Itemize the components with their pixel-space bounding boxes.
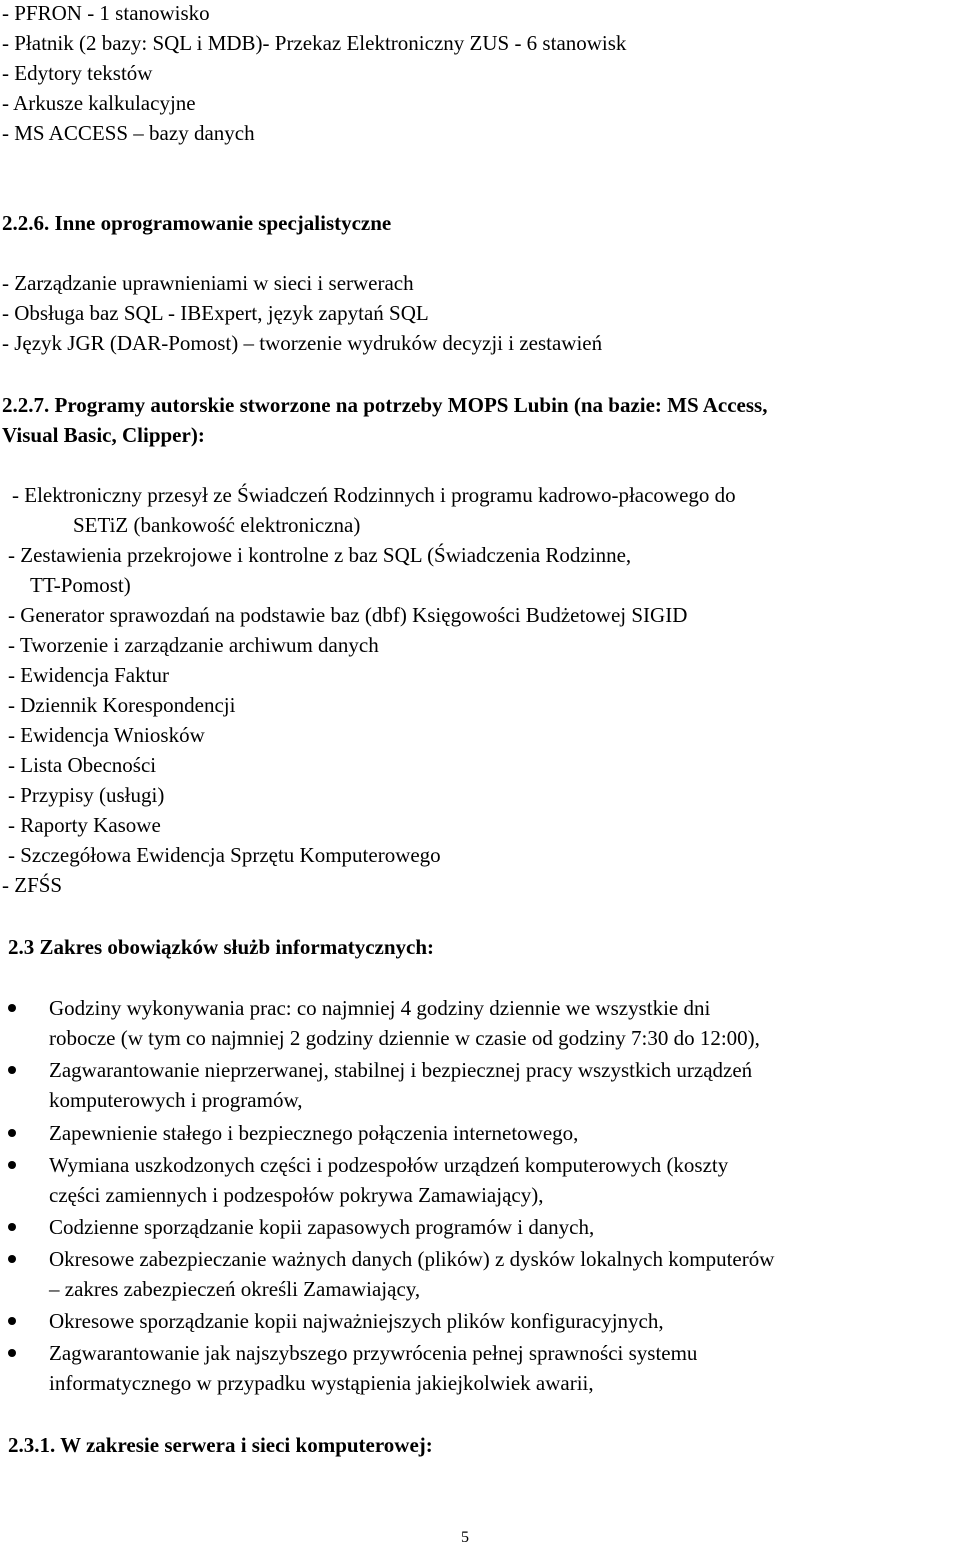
bullet-text: Okresowe sporządzanie kopii najważniejszych plików konfiguracyjnych,: [49, 1309, 664, 1333]
page-number: 5: [461, 1529, 469, 1546]
bullet-text: Okresowe zabezpieczanie ważnych danych (plików) z dysków lokalnych komputerów: [49, 1247, 775, 1271]
bullet-icon: [8, 1066, 16, 1074]
bullet-text-cont: – zakres zabezpieczeń określi Zamawiający,: [49, 1277, 421, 1301]
section-heading-227: 2.2.7. Programy autorskie stworzone na potrzeby MOPS Lubin (na bazie: MS Access,: [2, 393, 768, 417]
bullet-icon: [8, 1223, 16, 1231]
bullet-text-cont: robocze (w tym co najmniej 2 godziny dziennie w czasie od godziny 7:30 do 12:00),: [49, 1026, 760, 1050]
bullet-icon: [8, 1129, 16, 1137]
section-heading-23: 2.3 Zakres obowiązków służb informatycznych:: [8, 935, 435, 959]
list-item: - Szczegółowa Ewidencja Sprzętu Komputerowego: [8, 843, 441, 867]
bullet-text-cont: komputerowych i programów,: [49, 1088, 303, 1112]
list-item: - Tworzenie i zarządzanie archiwum danych: [8, 633, 379, 657]
list-item: - Zarządzanie uprawnieniami w sieci i serwerach: [2, 271, 414, 295]
bullet-text: Codzienne sporządzanie kopii zapasowych programów i danych,: [49, 1215, 595, 1239]
list-item: - Raporty Kasowe: [8, 813, 161, 837]
list-item: - Elektroniczny przesył ze Świadczeń Rodzinnych i programu kadrowo-płacowego do: [12, 483, 736, 507]
bullet-text-cont: informatycznego w przypadku wystąpienia jakiejkolwiek awarii,: [49, 1371, 594, 1395]
bullet-icon: [8, 1161, 16, 1169]
bullet-text: Godziny wykonywania prac: co najmniej 4 godziny dziennie we wszystkie dni: [49, 996, 711, 1020]
list-item: - Generator sprawozdań na podstawie baz (dbf) Księgowości Budżetowej SIGID: [8, 603, 688, 627]
list-item: - Płatnik (2 bazy: SQL i MDB)- Przekaz Elektroniczny ZUS - 6 stanowisk: [2, 31, 627, 55]
section-heading-231: 2.3.1. W zakresie serwera i sieci komputerowej:: [8, 1433, 433, 1457]
list-item: - Dziennik Korespondencji: [8, 693, 236, 717]
bullet-text: Zagwarantowanie nieprzerwanej, stabilnej i bezpiecznej pracy wszystkich urządzeń: [49, 1058, 753, 1082]
bullet-text: Zapewnienie stałego i bezpiecznego połączenia internetowego,: [49, 1121, 579, 1145]
bullet-text-cont: części zamiennych i podzespołów pokrywa Zamawiający),: [49, 1183, 544, 1207]
list-item: - Arkusze kalkulacyjne: [2, 91, 196, 115]
list-item: - Zestawienia przekrojowe i kontrolne z baz SQL (Świadczenia Rodzinne,: [8, 543, 632, 567]
list-item-cont: TT-Pomost): [30, 573, 131, 597]
section-heading-227-cont: Visual Basic, Clipper):: [2, 423, 205, 447]
bullet-icon: [8, 1004, 16, 1012]
list-item: - MS ACCESS – bazy danych: [2, 121, 255, 145]
list-item: - Ewidencja Wniosków: [8, 723, 205, 747]
list-item: - Język JGR (DAR-Pomost) – tworzenie wydruków decyzji i zestawień: [2, 331, 603, 355]
section-heading-226: 2.2.6. Inne oprogramowanie specjalistyczne: [2, 211, 392, 235]
bullet-text: Zagwarantowanie jak najszybszego przywrócenia pełnej sprawności systemu: [49, 1341, 698, 1365]
list-item: - Przypisy (usługi): [8, 783, 165, 807]
bullet-icon: [8, 1255, 16, 1263]
list-item: - Lista Obecności: [8, 753, 157, 777]
list-item-cont: SETiZ (bankowość elektroniczna): [73, 513, 361, 537]
bullet-icon: [8, 1317, 16, 1325]
bullet-icon: [8, 1349, 16, 1357]
list-item: - ZFŚS: [2, 873, 63, 897]
list-item: - Ewidencja Faktur: [8, 663, 169, 687]
list-item: - PFRON - 1 stanowisko: [2, 1, 210, 25]
bullet-text: Wymiana uszkodzonych części i podzespołów urządzeń komputerowych (koszty: [49, 1153, 729, 1177]
list-item: - Edytory tekstów: [2, 61, 153, 85]
list-item: - Obsługa baz SQL - IBExpert, język zapytań SQL: [2, 301, 429, 325]
